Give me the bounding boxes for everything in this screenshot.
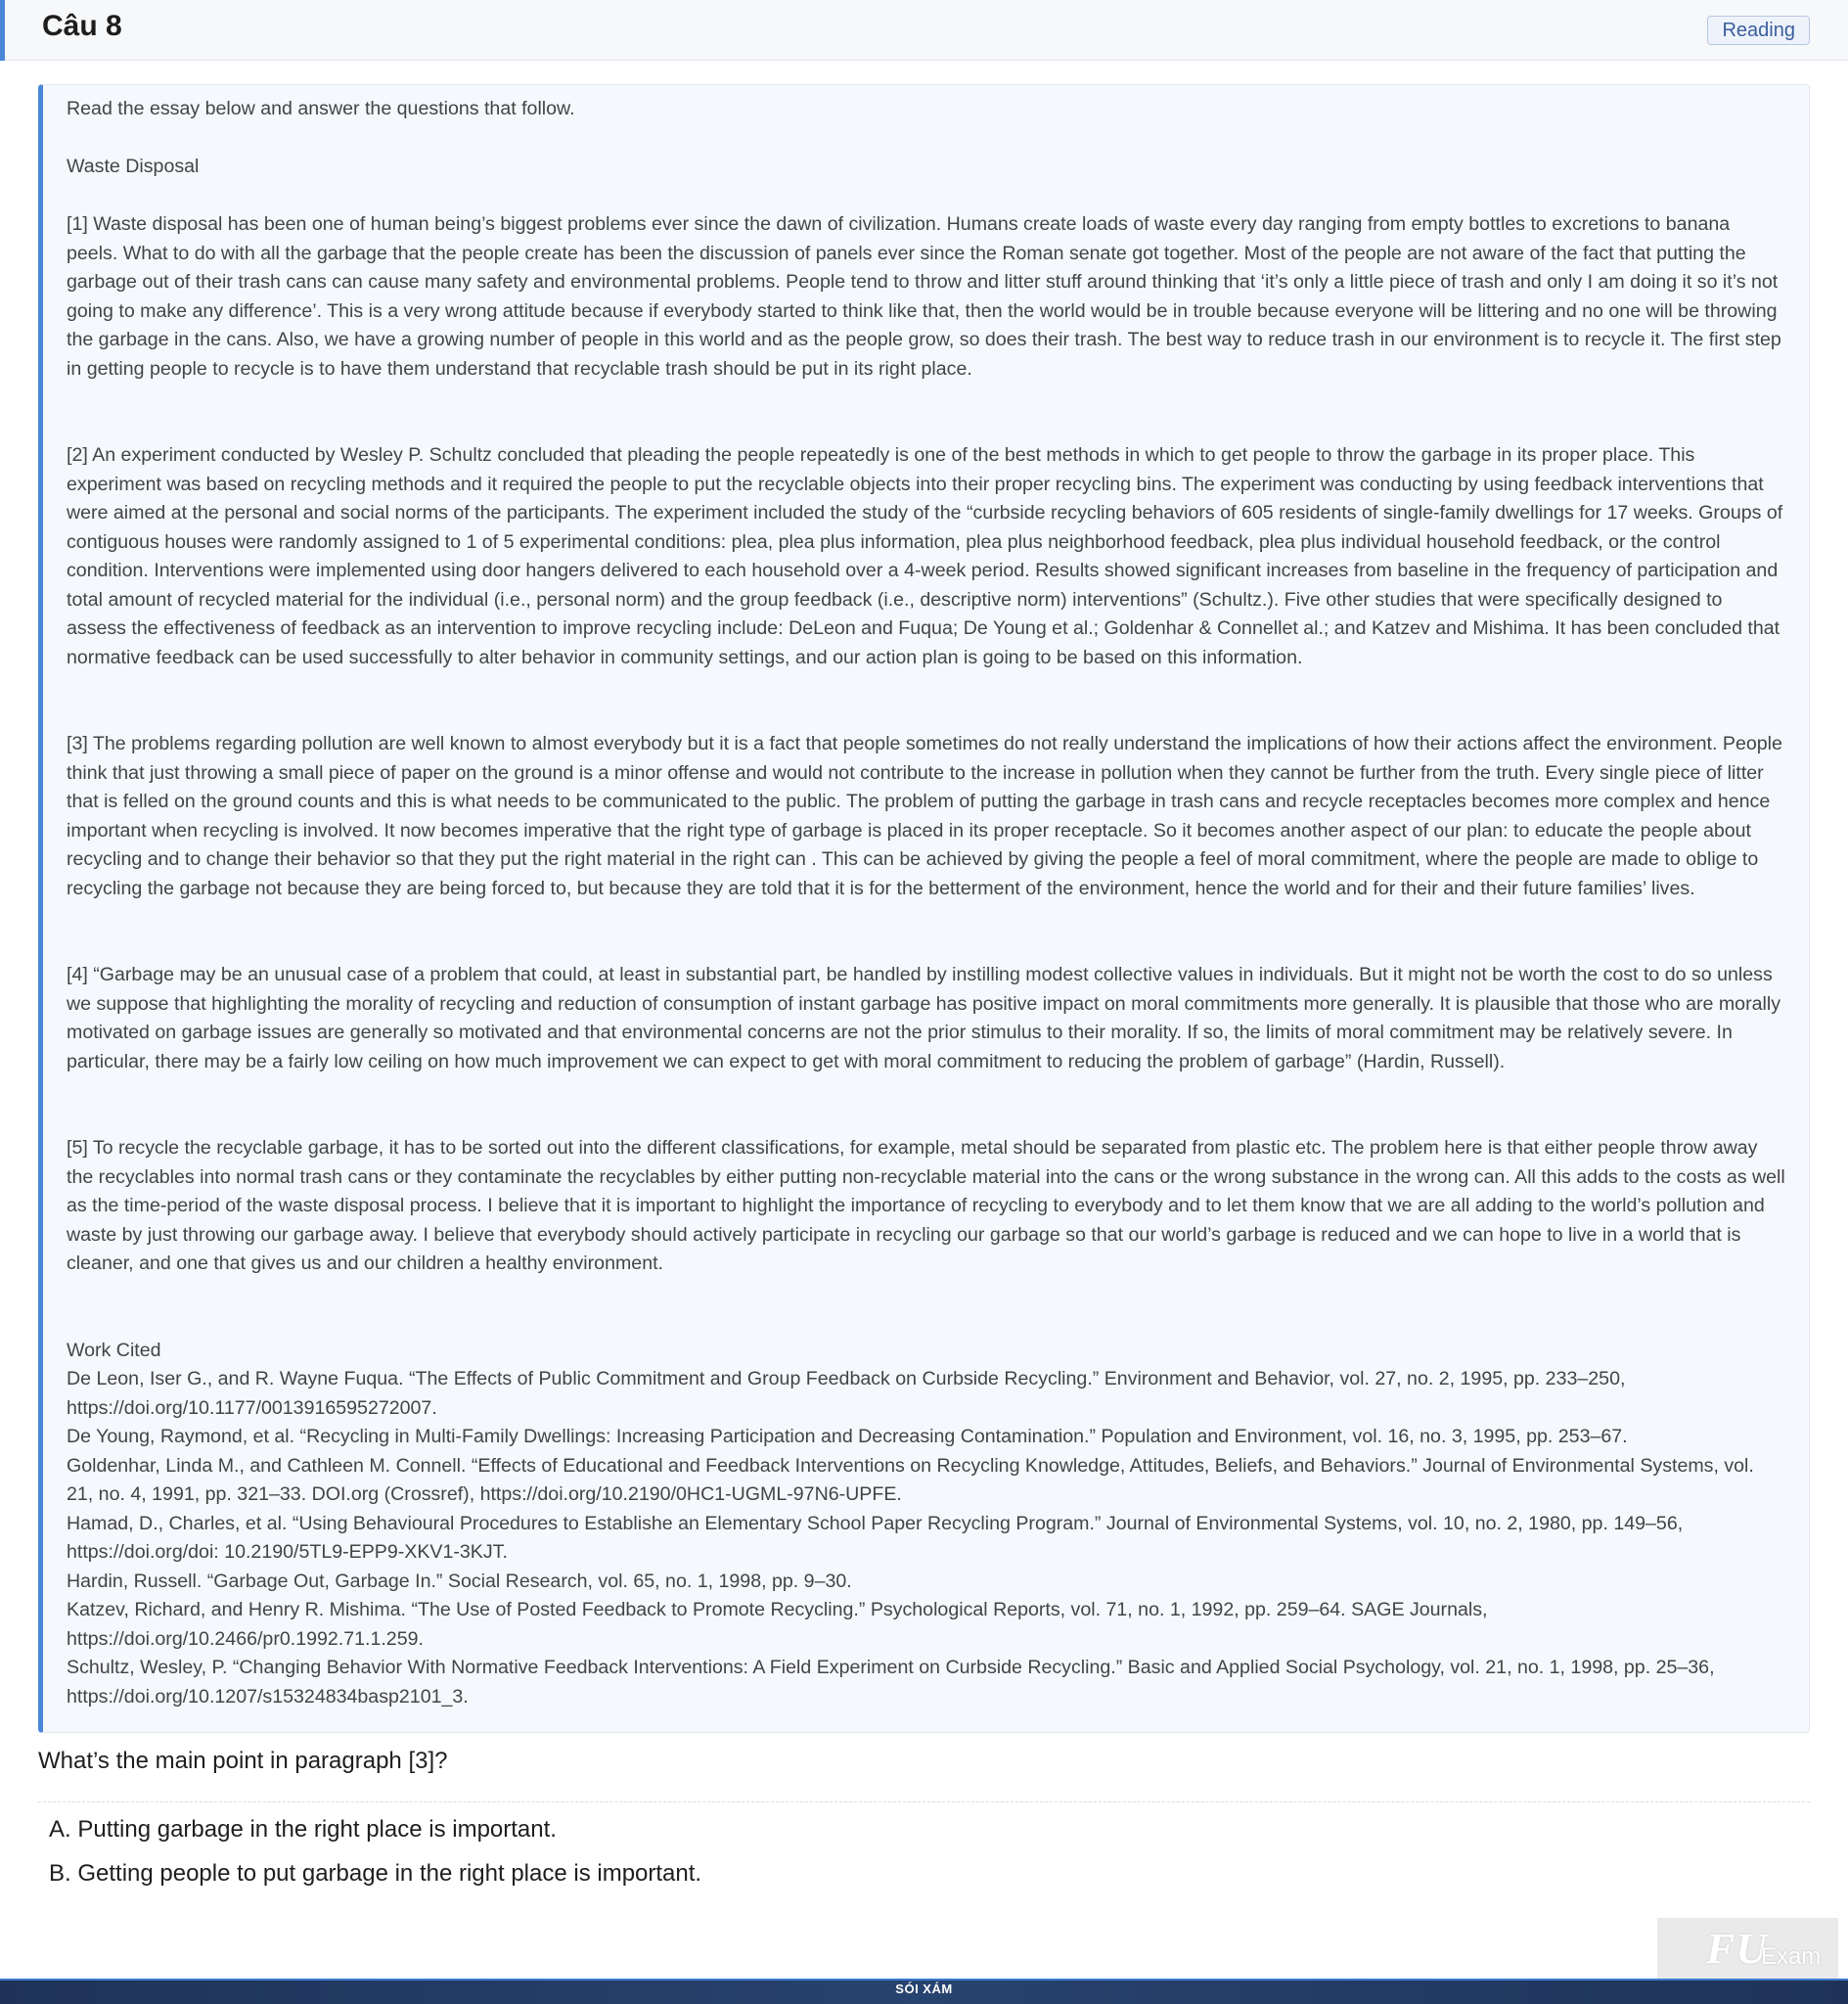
citation: De Young, Raymond, et al. “Recycling in Multi-Family Dwellings: Increasing Participation and Decreasing Contamination.” Population and Environment, vol. 16, no. 3, 1995, pp. 253–67. xyxy=(67,1426,1628,1447)
reading-passage xyxy=(38,84,1810,1733)
paragraph-5: [5] To recycle the recyclable garbage, it has to be sorted out into the different classifications, for example, metal should be separated from plastic etc. The problem here is that either people throw away the recyclables into normal trash cans or they contaminate the recyclables by either putting non-recyclable material into the cans or the wrong substance in the wrong can. All this adds to the costs as well as the time-period of the waste disposal process. I believe that it is important to highlight the importance of recycling to everybody and to let them know that we are all adding to the world’s pollution and waste by just throwing our garbage away. I believe that everybody should actively participate in recycling our garbage so that our world’s garbage is reduced and we can hope to live in a world that is cleaner, and one that gives us and our children a healthy environment. xyxy=(67,1137,1785,1274)
footer-text: SÓI XÁM xyxy=(895,1981,953,1996)
paragraph-1: [1] Waste disposal has been one of human being’s biggest problems ever since the dawn of civilization. Humans create loads of waste every day ranging from empty bottles to excretions to banana peels. What to do with all the garbage that the people create has been the discussion of panels ever since the Roman senate got together. Most of the people are not aware of the fact that putting the garbage out of their trash cans can cause many safety and environmental problems. People tend to throw and litter stuff around thinking that ‘it’s only a little piece of trash and only I am doing it so it’s not going to make any difference’. This is a very wrong attitude because if everybody started to think like that, then the world would be in trouble because everyone will be littering and no one will be throwing the garbage in the cans. Also, we have a growing number of people in this world and as the people grow, so does their trash. The best way to reduce trash in our environment is to recycle it. The first step in getting people to recycle is to have them understand that recyclable trash should be put in its right place. xyxy=(67,213,1781,380)
skill-badge: Reading xyxy=(1707,16,1810,45)
essay-title: Waste Disposal xyxy=(67,156,200,177)
works-cited-heading: Work Cited xyxy=(67,1339,161,1361)
paragraph-2: [2] An experiment conducted by Wesley P. Schultz concluded that pleading the people repeatedly is one of the best methods in which to get people to throw the garbage in its proper place. This experiment was based on recycling methods and it required the people to put the recyclable objects into their proper recycling bins. The experiment was conducting by using feedback interventions that were aimed at the personal and social norms of the participants. The experiment included the study of the “curbside recycling behaviors of 605 residents of single-family dwellings for 17 weeks. Groups of contiguous houses were randomly assigned to 1 of 5 experimental conditions: plea, plea plus information, plea plus neighborhood feedback, plea plus individual household feedback, or the control condition. Interventions were implemented using door hangers delivered to each household over a 4-week period. Results showed significant increases from baseline in the frequency of participation and total amount of recycled material for the individual (i.e., personal norm) and the group feedback (i.e., descriptive norm) interventions” (Schultz.). Five other studies that were specifically designed to assess the effectiveness of feedback as an intervention to improve recycling include: DeLeon and Fuqua; De Young et al.; Goldenhar & Connellet al.; and Katzev and Mishima. It has been concluded that normative feedback can be used successfully to alter behavior in community settings, and our action plan is going to be based on this information. xyxy=(67,444,1783,668)
question-text: What’s the main point in paragraph [3]? xyxy=(38,1748,448,1774)
citation: Hamad, D., Charles, et al. “Using Behavioural Procedures to Establishe an Elementary School Paper Recycling Program.” Journal of Environmental Systems, vol. 10, no. 2, 1980, pp. 149–56, https://doi.org/doi: 10.2190/5TL9-EPP9-XKV1-3KJT. xyxy=(67,1512,1684,1563)
citation: Goldenhar, Linda M., and Cathleen M. Connell. “Effects of Educational and Feedback Interventions on Recycling Knowledge, Attitudes, Beliefs, and Behaviors.” Journal of Environmental Systems, vol. 21, no. 4, 1991, pp. 321–33. DOI.org (Crossref), https://doi.org/10.2190/0HC1-UGML-97N6-UPFE. xyxy=(67,1454,1754,1505)
watermark-logo-text: Exam xyxy=(1761,1943,1822,1970)
citation: De Leon, Iser G., and R. Wayne Fuqua. “The Effects of Public Commitment and Group Feedback on Curbside Recycling.” Environment and Behavior, vol. 27, no. 2, 1995, pp. 233–250, https://doi.org/10.1177/0013916595272007. xyxy=(67,1368,1626,1419)
watermark-logo-mark: FU xyxy=(1706,1925,1769,1973)
paragraph-3: [3] The problems regarding pollution are well known to almost everybody but it is a fact that people sometimes do not really understand the implications of how their actions affect the environment. People think that just throwing a small piece of paper on the ground is a minor offense and would not contribute to the increase in pollution when they cannot be further from the truth. Every single piece of litter that is felled on the ground counts and this is what needs to be communicated to the public. The problem of putting the garbage in trash cans and recycle receptacles becomes more complex and hence important when recycling is involved. It now becomes imperative that the right type of garbage is placed in its proper receptacle. So it becomes another aspect of our plan: to educate the people about recycling and to change their behavior so that they put the right material in the right can . This can be achieved by giving the people a feel of moral commitment, where the people are made to oblige to recycling the garbage not because they are being forced to, but because they are told that it is for the betterment of the environment, hence the world and for their and their future families’ lives. xyxy=(67,733,1782,899)
citation: Katzev, Richard, and Henry R. Mishima. “The Use of Posted Feedback to Promote Recycling.” Psychological Reports, vol. 71, no. 1, 1992, pp. 259–64. SAGE Journals, https://doi.org/10.2466/pr0.1992.71.1.259. xyxy=(67,1599,1488,1650)
question-number-title: Câu 8 xyxy=(42,10,122,42)
question-divider xyxy=(38,1801,1810,1802)
answer-option-a[interactable]: A. Putting garbage in the right place is important. xyxy=(49,1816,557,1843)
citation: Hardin, Russell. “Garbage Out, Garbage In.” Social Research, vol. 65, no. 1, 1998, pp. 9–30. xyxy=(67,1570,852,1592)
header-accent-bar xyxy=(0,0,5,61)
question-header xyxy=(0,0,1848,61)
passage-intro: Read the essay below and answer the questions that follow. xyxy=(67,98,575,119)
answer-option-b[interactable]: B. Getting people to put garbage in the right place is important. xyxy=(49,1860,702,1887)
paragraph-4: [4] “Garbage may be an unusual case of a problem that could, at least in substantial part, be handled by instilling modest collective values in individuals. But it might not be worth the cost to do so unless we suppose that highlighting the morality of recycling and reduction of consumption of instant garbage has positive impact on moral commitments more generally. It is plausible that those who are morally motivated on garbage issues are generally so motivated and that environmental concerns are not the prior stimulus to their morality. If so, the limits of moral commitment may be relatively severe. In particular, there may be a fairly low ceiling on how much improvement we can expect to get with moral commitment to reducing the problem of garbage” (Hardin, Russell). xyxy=(67,964,1781,1072)
citation: Schultz, Wesley, P. “Changing Behavior With Normative Feedback Interventions: A Field Experiment on Curbside Recycling.” Basic and Applied Social Psychology, vol. 21, no. 1, 1998, pp. 25–36, https://doi.org/10.1207/s15324834basp2101_3. xyxy=(67,1657,1715,1708)
